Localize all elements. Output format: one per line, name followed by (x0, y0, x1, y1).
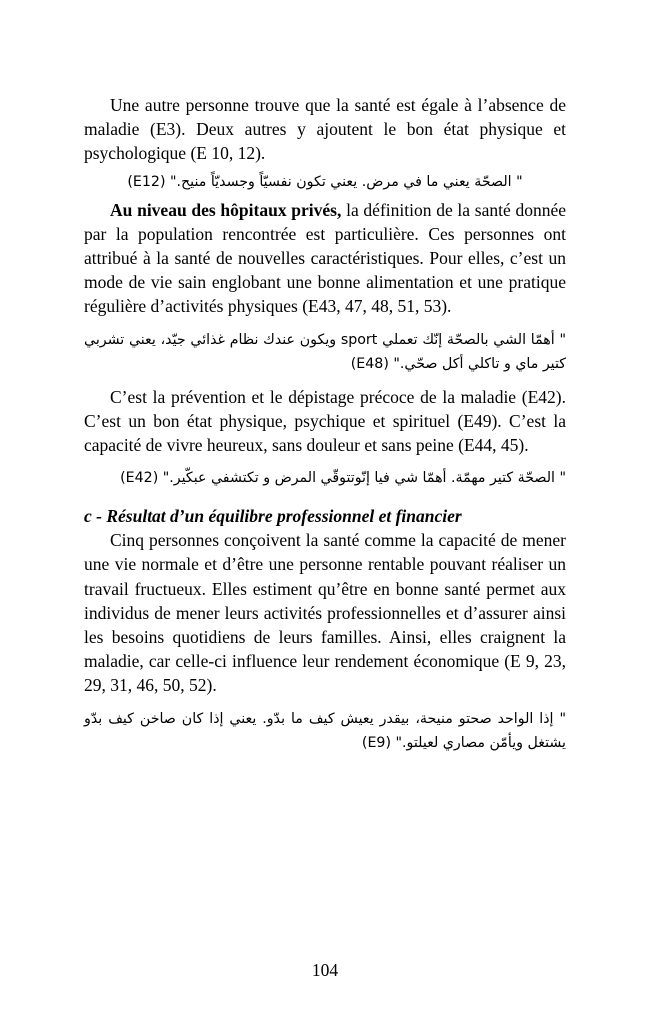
page-body (84, 93, 566, 755)
paragraph-4: Cinq personnes conçoivent la santé comme la capacité de mener une vie normale et d’être une personne rentable pouvant réaliser un travail fructueux. Elles estiment qu’être en bonne santé permet aux individus de mener leurs activités professionnelles et d’assurer ainsi les besoins quotidiens de leurs familles. Ainsi, elles craignent la maladie, car celle-ci influence leur rendement économique (E 9, 23, 29, 31, 46, 50, 52). (84, 530, 566, 696)
arabic-quote-3: " الصحّة كتير مهمّة. أهمّا شي فيا إنّوتتوقّي المرض و تكتشفي عبكّير." (E42) (120, 470, 566, 487)
paragraph-2-text: la définition de la santé donnée par la population rencontrée est particulière. Ces personnes ont attribué à la santé de nouvelles caractéristiques. Pour elles, c’est un mode de vie sain englobant une bonne alimentation et une pratique régulière d’activités physiques (E43, 47, 48, 51, 53). (84, 199, 566, 317)
paragraph-1: Une autre personne trouve que la santé est égale à l’absence de maladie (E3). Deux autres y ajoutent le bon état physique et psychologique (E 10, 12). (84, 95, 566, 164)
paragraph-2 (84, 198, 566, 319)
page-number: 104 (311, 960, 339, 980)
arabic-quote-1: " الصحّة يعني ما في مرض. يعني تكون نفسيّاً وجسديّاً منيح." (E12) (127, 173, 523, 190)
paragraph-2-bold-lead: Au niveau des hôpitaux privés, (110, 199, 342, 220)
arabic-quote-2: " أهمّا الشي بالصحّة إنّك تعملي sport ويكون عندك نظام غذائي جيّد، يعني تشربي كتير ماي و تاكلي أكل صحّي." (E48) (84, 331, 566, 372)
section-heading: c - Résultat d’un équilibre professionnel et financier (84, 506, 462, 527)
paragraph-3: C’est la prévention et le dépistage précoce de la maladie (E42). C’est un bon état physique, psychique et spirituel (E49). C’est la capacité de vivre heureux, sans douleur et sans peine (E44, 45). (84, 386, 566, 456)
arabic-quote-4: " إذا الواحد صحتو منيحة، بيقدر يعيش كيف ما بدّو. يعني إذا كان صاخن كيف بدّو يشتغل ويأمّن مصاري لعيلتو." (E9) (84, 710, 566, 751)
